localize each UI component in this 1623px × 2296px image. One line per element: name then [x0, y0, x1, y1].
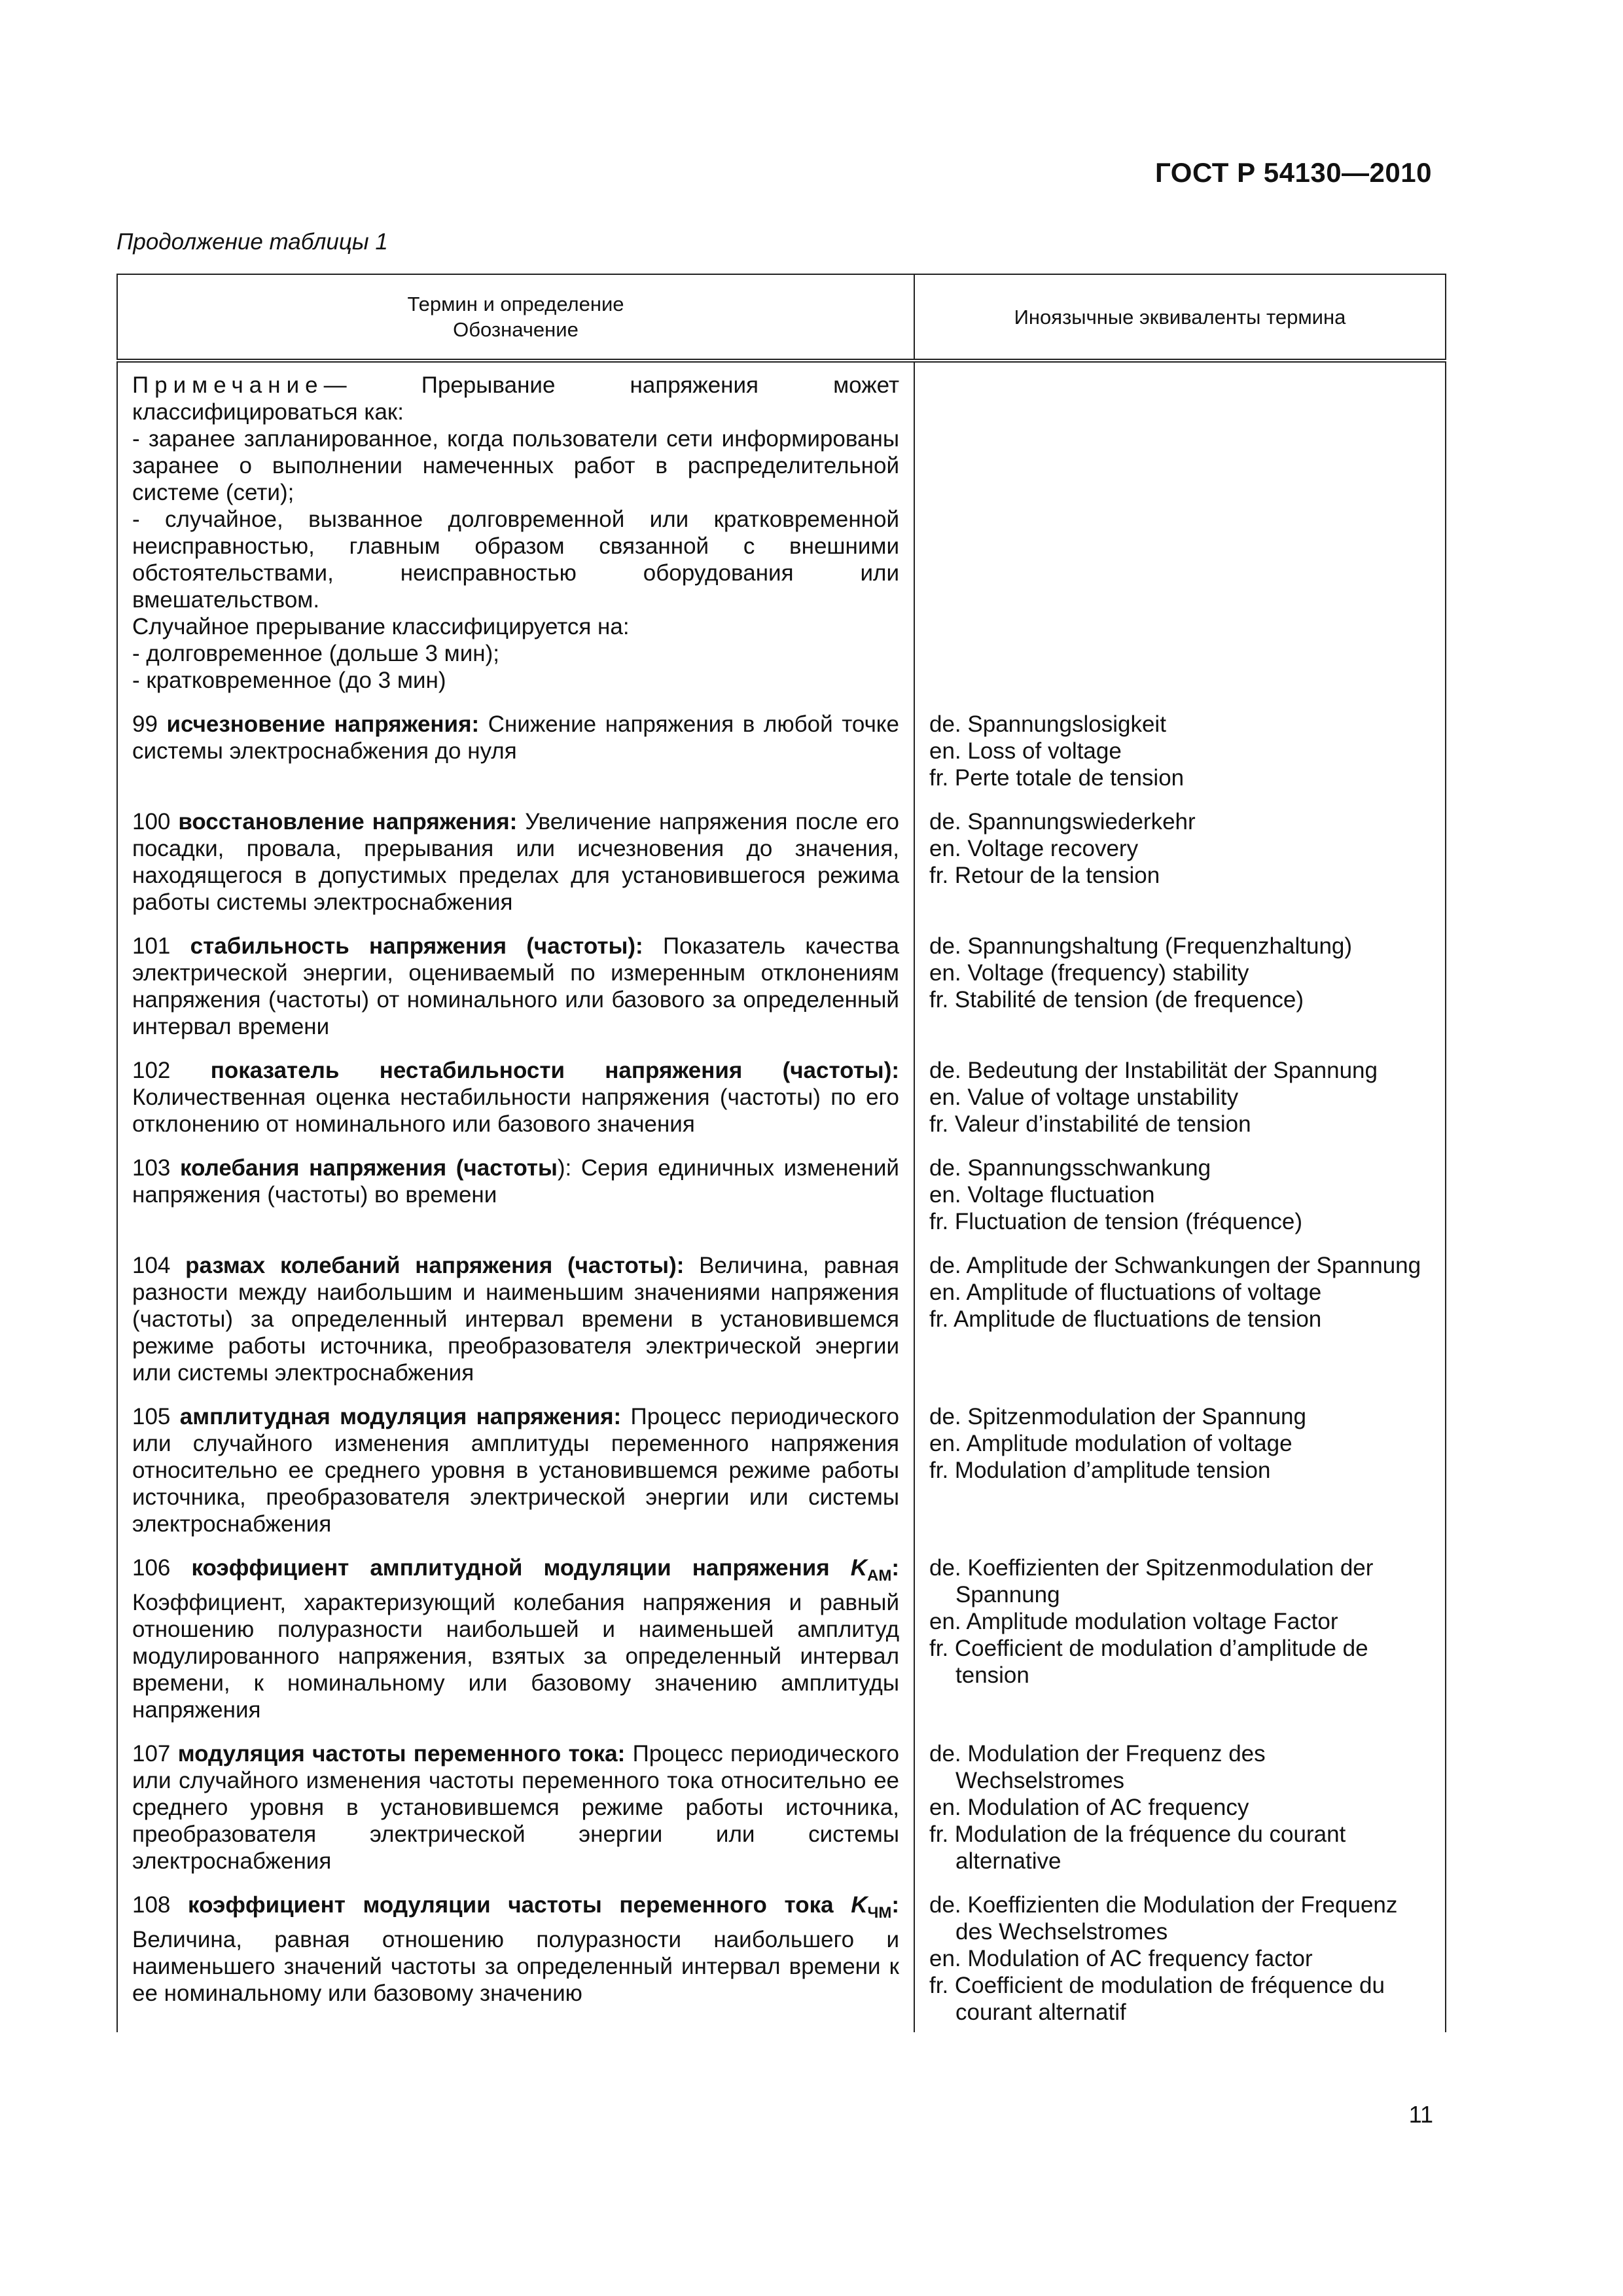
table-continuation-caption: Продолжение таблицы 1: [116, 229, 388, 255]
foreign-equivalent: de. Koeffizienten die Modulation der Frequenz des Wechselstromes: [929, 1892, 1398, 1945]
term-definition-cell: [117, 1394, 914, 1545]
term-row: [117, 799, 1446, 924]
term-number: 104: [132, 1253, 171, 1278]
foreign-equivalent: fr. Coefficient de modulation de fréquence du courant alternatif: [929, 1973, 1385, 2025]
foreign-equivalent: en. Amplitude modulation of voltage: [929, 1431, 1293, 1456]
note-cell: [117, 361, 914, 702]
note-prefix: Примечание: [132, 372, 324, 398]
foreign-equivalent: en. Modulation of AC frequency: [929, 1795, 1249, 1820]
term-definition: Процесс периодического или случайного изменения частоты переменного тока относительно ее среднего уровня в установившемся режиме работы источника, преобразователя электрической энергии или системы электроснабжения: [132, 1741, 899, 1874]
term-definition-cell: [117, 1545, 914, 1731]
note-equivalents-cell: [914, 361, 1446, 702]
term-definition-cell: [117, 799, 914, 924]
term-symbol-letter: K: [850, 1555, 868, 1581]
foreign-equivalent: de. Bedeutung der Instabilität der Spannung: [929, 1058, 1378, 1083]
foreign-equivalent: de. Spannungswiederkehr: [929, 809, 1196, 834]
term-number: 101: [132, 933, 171, 959]
term-equivalents-cell: [914, 1731, 1446, 1882]
note-first-line: [132, 372, 899, 425]
term-name: модуляция частоты переменного тока:: [177, 1741, 626, 1767]
term-column-header: [117, 274, 914, 361]
term-entry: [132, 711, 899, 764]
term-entry: [132, 933, 899, 1040]
term-row: [117, 702, 1446, 799]
note-line: - случайное, вызванное долговременной или кратковременной неисправностью, главным образом связанной с внешними обстоятельствами, неисправностью оборудования или вмешательством.: [132, 507, 899, 613]
term-header-line1: Термин и определение: [407, 293, 624, 315]
term-definition-cell: [117, 1243, 914, 1394]
term-name: стабильность напряжения (частоты):: [190, 933, 643, 959]
term-row: [117, 1731, 1446, 1882]
term-number: 108: [132, 1892, 171, 1918]
term-definition-cell: [117, 1048, 914, 1145]
term-number: 99: [132, 711, 158, 737]
term-symbol-subscript: АМ: [867, 1567, 892, 1585]
term-number: 105: [132, 1404, 171, 1429]
foreign-equivalent: fr. Stabilité de tension (de frequence): [929, 987, 1304, 1013]
term-definition: Величина, равная отношению полуразности наибольшего и наименьшего значений частоты за определенный интервал времени к ее номинальному или базовому значению: [132, 1927, 899, 2006]
term-definition: Показатель качества электрической энергии, оцениваемый по измеренным отклонениям напряжения (частоты) от номинального или базового за определенный интервал времени: [132, 933, 899, 1039]
term-definition: Серия единичных изменений напряжения (частоты) во времени: [132, 1155, 899, 1208]
term-definition-cell: [117, 1882, 914, 2032]
foreign-equivalent: de. Spitzenmodulation der Spannung: [929, 1404, 1306, 1429]
term-definition: Количественная оценка нестабильности напряжения (частоты) по его отклонению от номинального или базового значения: [132, 1085, 899, 1137]
term-equivalents-cell: [914, 702, 1446, 799]
term-row: [117, 1394, 1446, 1545]
foreign-equivalent: de. Amplitude der Schwankungen der Spannung: [929, 1253, 1421, 1278]
term-number: 100: [132, 809, 171, 834]
foreign-equivalent: de. Koeffizienten der Spitzenmodulation der Spannung: [929, 1555, 1374, 1607]
term-symbol: $K_{АМ}$:: [850, 1555, 900, 1585]
term-equivalents-cell: [914, 1145, 1446, 1243]
foreign-equivalent: en. Loss of voltage: [929, 738, 1122, 764]
term-entry: [132, 808, 899, 916]
foreign-equivalent: fr. Retour de la tension: [929, 863, 1160, 888]
term-row: [117, 924, 1446, 1048]
note-line: Случайное прерывание классифицируется на:: [132, 614, 630, 639]
term-equivalents-cell: [914, 1394, 1446, 1545]
note-text: — Прерывание напряжения может классифицироваться как:: [132, 372, 899, 425]
term-equivalents-cell: [914, 1545, 1446, 1731]
foreign-equivalent: en. Value of voltage unstability: [929, 1085, 1239, 1110]
term-definition: Коэффициент, характеризующий колебания напряжения и равный отношению полуразности наибольшей и наименьшей амплитуд модулированного напряжения, взятых за определенный интервал времени, к номинальному или базовому значению амплитуды напряжения: [132, 1590, 899, 1723]
term-definition: Процесс периодического или случайного изменения амплитуды переменного напряжения относительно ее среднего уровня в установившемся режиме работы источника, преобразователя электрической энергии или системы электроснабжения: [132, 1404, 900, 1537]
term-definition-cell: [117, 924, 914, 1048]
foreign-equivalent: fr. Coefficient de modulation d’amplitude de tension: [929, 1636, 1368, 1688]
term-name: восстановление напряжения:: [178, 809, 518, 834]
term-name: коэффициент модуляции частоты переменного тока: [188, 1892, 834, 1918]
foreign-equivalent: en. Amplitude of fluctuations of voltage: [929, 1280, 1322, 1305]
foreign-equivalent: fr. Modulation de la fréquence du courant alternative: [929, 1821, 1346, 1874]
term-number: 103: [132, 1155, 171, 1181]
note-line: - заранее запланированное, когда пользователи сети информированы заранее о выполнении намеченных работ в распределительной системе (сети);: [132, 426, 899, 505]
foreign-equivalent: en. Voltage recovery: [929, 836, 1139, 861]
foreign-equivalent: fr. Perte totale de tension: [929, 765, 1185, 791]
foreign-equivalent: de. Spannungshaltung (Frequenzhaltung): [929, 933, 1353, 959]
term-name: коэффициент амплитудной модуляции напряжения: [191, 1555, 830, 1581]
term-equivalents-cell: [914, 1048, 1446, 1145]
term-definition: Увеличение напряжения после его посадки, провала, прерывания или исчезновения до значения, находящегося в допустимых пределах для установившегося режима работы системы электроснабжения: [132, 809, 899, 915]
term-entry: [132, 1892, 899, 2007]
foreign-equivalent: fr. Modulation d’amplitude tension: [929, 1458, 1271, 1483]
term-row: [117, 1545, 1446, 1731]
term-equivalents-cell: [914, 924, 1446, 1048]
term-row: [117, 1145, 1446, 1243]
foreign-equivalent: fr. Valeur d’instabilité de tension: [929, 1111, 1251, 1137]
term-entry: [132, 1057, 899, 1138]
term-symbol: $K_{ЧМ}$:: [851, 1892, 899, 1922]
term-name: амплитудная модуляция напряжения:: [179, 1404, 622, 1429]
term-name: размах колебаний напряжения (частоты):: [185, 1253, 685, 1278]
foreign-equivalent: en. Amplitude modulation voltage Factor: [929, 1609, 1338, 1634]
term-row: [117, 1243, 1446, 1394]
term-symbol-subscript: ЧМ: [867, 1904, 892, 1922]
term-entry: [132, 1403, 899, 1537]
foreign-equivalent: en. Voltage fluctuation: [929, 1182, 1155, 1208]
term-row: [117, 1882, 1446, 2032]
term-definition: Величина, равная разности между наибольшим и наименьшим значениями напряжения (частоты) за определенный интервал времени в установившемся режиме работы источника, преобразователя электрической энергии или системы электроснабжения: [132, 1253, 899, 1386]
term-entry: [132, 1252, 899, 1386]
equivalents-column-header: Иноязычные эквиваленты термина: [914, 274, 1446, 361]
note-row: [117, 361, 1446, 702]
term-equivalents-cell: [914, 1243, 1446, 1394]
term-definition-cell: [117, 702, 914, 799]
term-number: 102: [132, 1058, 171, 1083]
term-entry: [132, 1554, 899, 1723]
term-number: 106: [132, 1555, 171, 1581]
term-symbol-letter: K: [851, 1892, 868, 1918]
term-equivalents-cell: [914, 799, 1446, 924]
term-name: показатель нестабильности напряжения (частоты):: [210, 1058, 899, 1083]
term-equivalents-cell: [914, 1882, 1446, 2032]
term-entry: [132, 1155, 899, 1208]
term-name-tail: ):: [557, 1155, 572, 1181]
foreign-equivalent: de. Spannungslosigkeit: [929, 711, 1166, 737]
term-definition: Снижение напряжения в любой точке системы электроснабжения до нуля: [132, 711, 899, 764]
term-name: исчезновение напряжения:: [166, 711, 480, 737]
foreign-equivalent: en. Modulation of AC frequency factor: [929, 1946, 1313, 1971]
foreign-equivalent: de. Modulation der Frequenz des Wechselstromes: [929, 1741, 1266, 1793]
foreign-equivalent: en. Voltage (frequency) stability: [929, 960, 1249, 986]
term-name: колебания напряжения (частоты: [180, 1155, 558, 1181]
document-code: ГОСТ Р 54130—2010: [1155, 157, 1432, 188]
terms-table: [116, 274, 1446, 2032]
foreign-equivalent: fr. Amplitude de fluctuations de tension: [929, 1306, 1322, 1332]
table-header-row: [117, 274, 1446, 361]
term-number: 107: [132, 1741, 171, 1767]
term-entry: [132, 1740, 899, 1874]
term-definition-cell: [117, 1145, 914, 1243]
term-definition-cell: [117, 1731, 914, 1882]
page-number: 11: [1408, 2101, 1433, 2128]
term-row: [117, 1048, 1446, 1145]
note-line: - долговременное (дольше 3 мин);: [132, 641, 499, 666]
foreign-equivalent: fr. Fluctuation de tension (fréquence): [929, 1209, 1303, 1234]
term-header-line2: Обозначение: [453, 318, 579, 341]
note-line: - кратковременное (до 3 мин): [132, 668, 446, 693]
foreign-equivalent: de. Spannungsschwankung: [929, 1155, 1211, 1181]
